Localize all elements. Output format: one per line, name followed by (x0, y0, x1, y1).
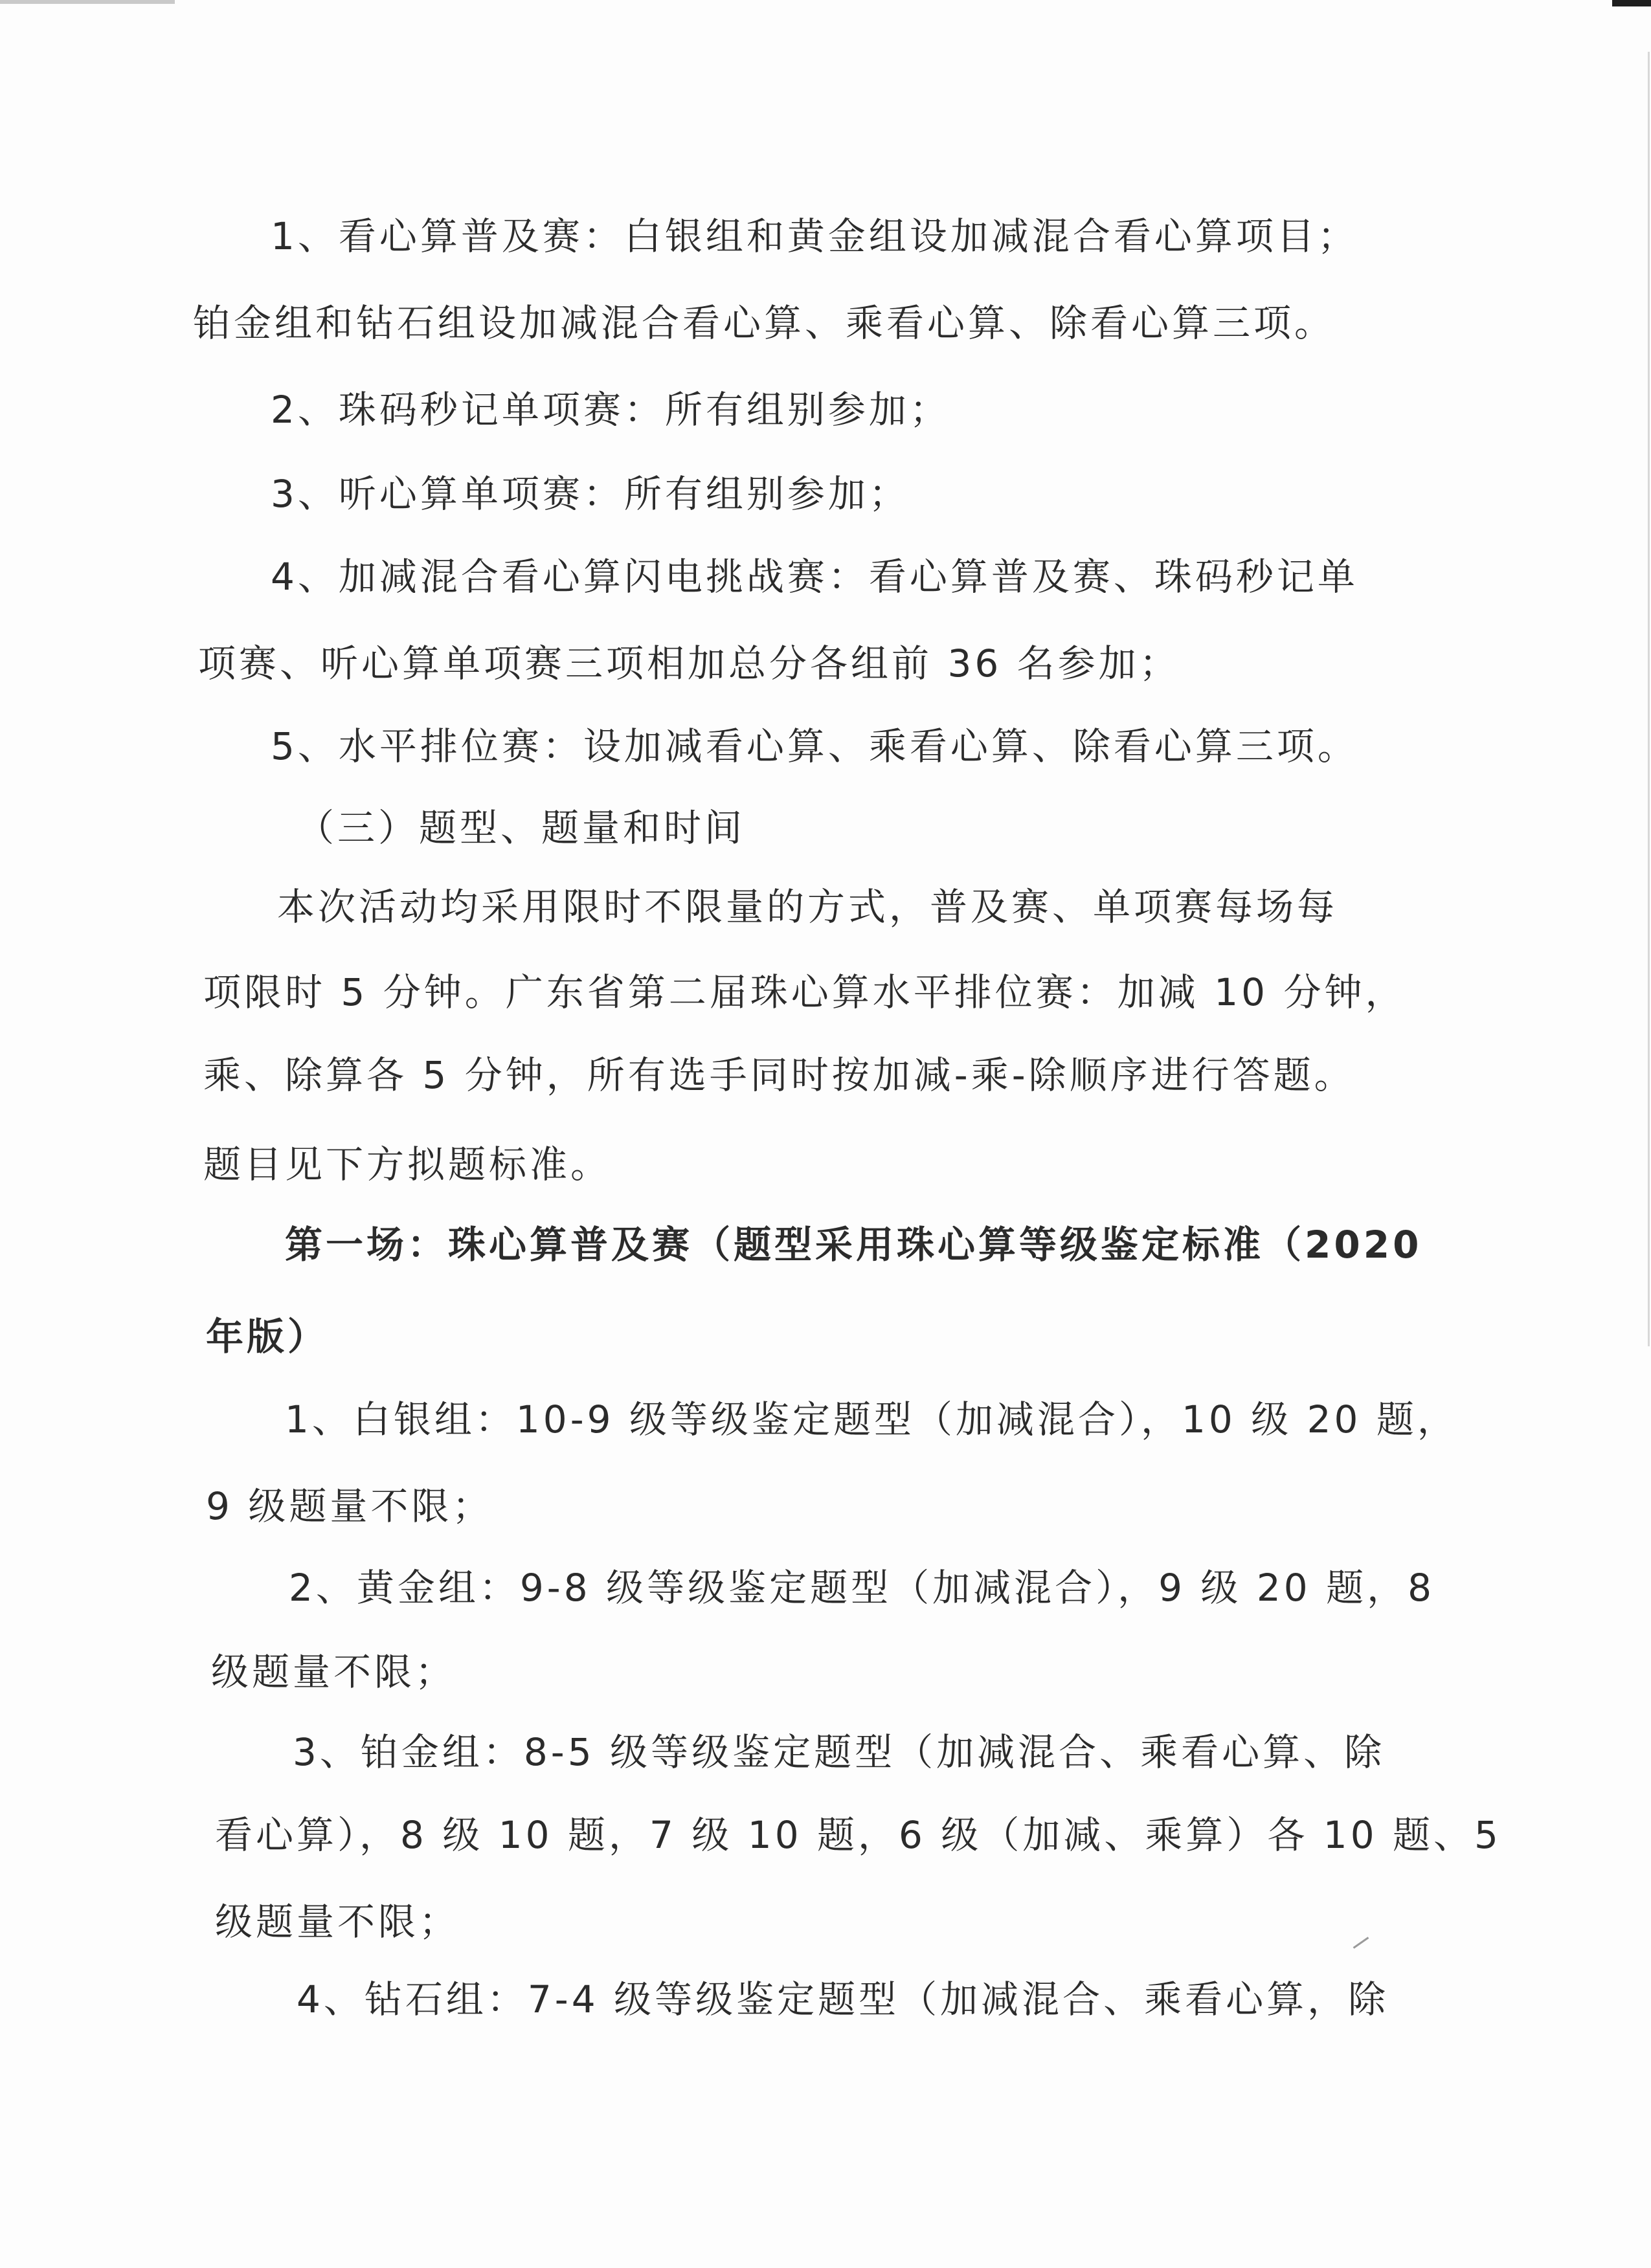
paragraph-line: 4、钻石组：7-4 级等级鉴定题型（加减混合、乘看心算，除 (297, 1977, 1389, 2021)
paragraph-line: 3、铂金组：8-5 级等级鉴定题型（加减混合、乘看心算、除 (293, 1730, 1386, 1774)
paragraph-line: 4、加减混合看心算闪电挑战赛：看心算普及赛、珠码秒记单 (271, 555, 1358, 599)
paragraph-line: 1、白银组：10-9 级等级鉴定题型（加减混合），10 级 20 题， (285, 1397, 1458, 1441)
paragraph-line: 2、黄金组：9-8 级等级鉴定题型（加减混合），9 级 20 题，8 (289, 1566, 1435, 1610)
paragraph-line: 项赛、听心算单项赛三项相加总分各组前 36 名参加； (198, 641, 1180, 685)
scan-speck (1353, 1937, 1369, 1949)
section-heading: （三）题型、题量和时间 (297, 806, 746, 850)
paragraph-line: 5、水平排位赛：设加减看心算、乘看心算、除看心算三项。 (271, 724, 1358, 768)
scan-edge-line (1648, 52, 1650, 1346)
paragraph-line: 题目见下方拟题标准。 (203, 1142, 612, 1186)
paragraph-line: 铂金组和钻石组设加减混合看心算、乘看心算、除看心算三项。 (193, 301, 1336, 345)
paragraph-line: 乘、除算各 5 分钟，所有选手同时按加减-乘-除顺序进行答题。 (203, 1053, 1355, 1097)
paragraph-line: 3、听心算单项赛：所有组别参加； (271, 472, 910, 516)
paragraph-line: 项限时 5 分钟。广东省第二届珠心算水平排位赛：加减 10 分钟， (203, 970, 1406, 1014)
paragraph-line: 9 级题量不限； (206, 1484, 493, 1528)
scan-edge-mark (1612, 0, 1651, 6)
subsection-heading: 第一场：珠心算普及赛（题型采用珠心算等级鉴定标准（2020 (285, 1223, 1422, 1267)
paragraph-line: 看心算），8 级 10 题，7 级 10 题，6 级（加减、乘算）各 10 题、5 (215, 1813, 1501, 1857)
paragraph-line: 1、看心算普及赛：白银组和黄金组设加减混合看心算项目； (271, 214, 1358, 258)
paragraph-line: 本次活动均采用限时不限量的方式，普及赛、单项赛每场每 (277, 885, 1338, 929)
subsection-heading: 年版） (206, 1315, 329, 1359)
paragraph-line: 2、珠码秒记单项赛：所有组别参加； (271, 388, 950, 432)
paragraph-line: 级题量不限； (211, 1650, 456, 1694)
scan-edge-mark (0, 0, 175, 4)
paragraph-line: 级题量不限； (215, 1900, 460, 1944)
